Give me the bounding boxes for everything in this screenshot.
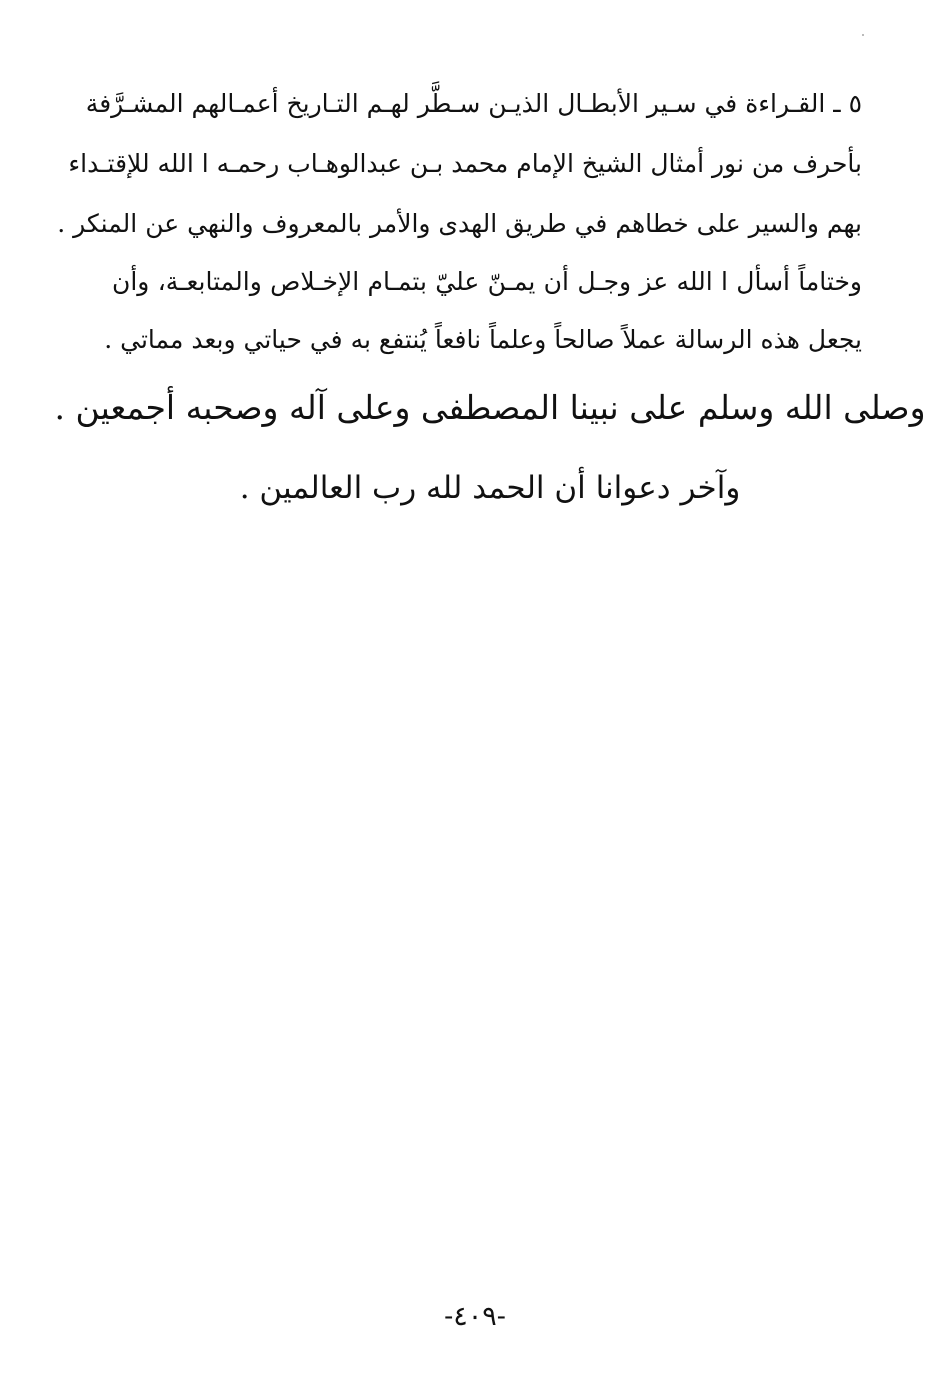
paragraph-5-line-2: بأحرف من نور أمثال الشيخ الإمام محمد بـن عبدالوهـاب رحمـه ا الله للإقتـداء: [68, 149, 862, 178]
conclusion-line-1: وختاماً أسأل ا الله عز وجـل أن يمـنّ عليّ بتمـام الإخـلاص والمتابعـة، وأن: [112, 267, 862, 296]
conclusion-line-2: يجعل هذه الرسالة عملاً صالحاً وعلماً نافعاً يُنتفع به في حياتي وبعد مماتي .: [104, 325, 862, 354]
closing-praise: وآخر دعوانا أن الحمد لله رب العالمين .: [239, 470, 741, 506]
page-number: -٤٠٩-: [444, 1301, 506, 1332]
paragraph-5-line-3: بهم والسير على خطاهم في طريق الهدى والأمر بالمعروف والنهي عن المنكر .: [57, 209, 862, 238]
closing-prayer: وصلى الله وسلم على نبينا المصطفى وعلى آله وصحبه أجمعين .: [54, 388, 926, 427]
scan-speck: [862, 34, 864, 36]
paragraph-5-line-1: ٥ ـ القـراءة في سـير الأبطـال الذيـن سـطَّر لهـم التـاريخ أعمـالهم المشـرَّفة: [85, 89, 862, 118]
